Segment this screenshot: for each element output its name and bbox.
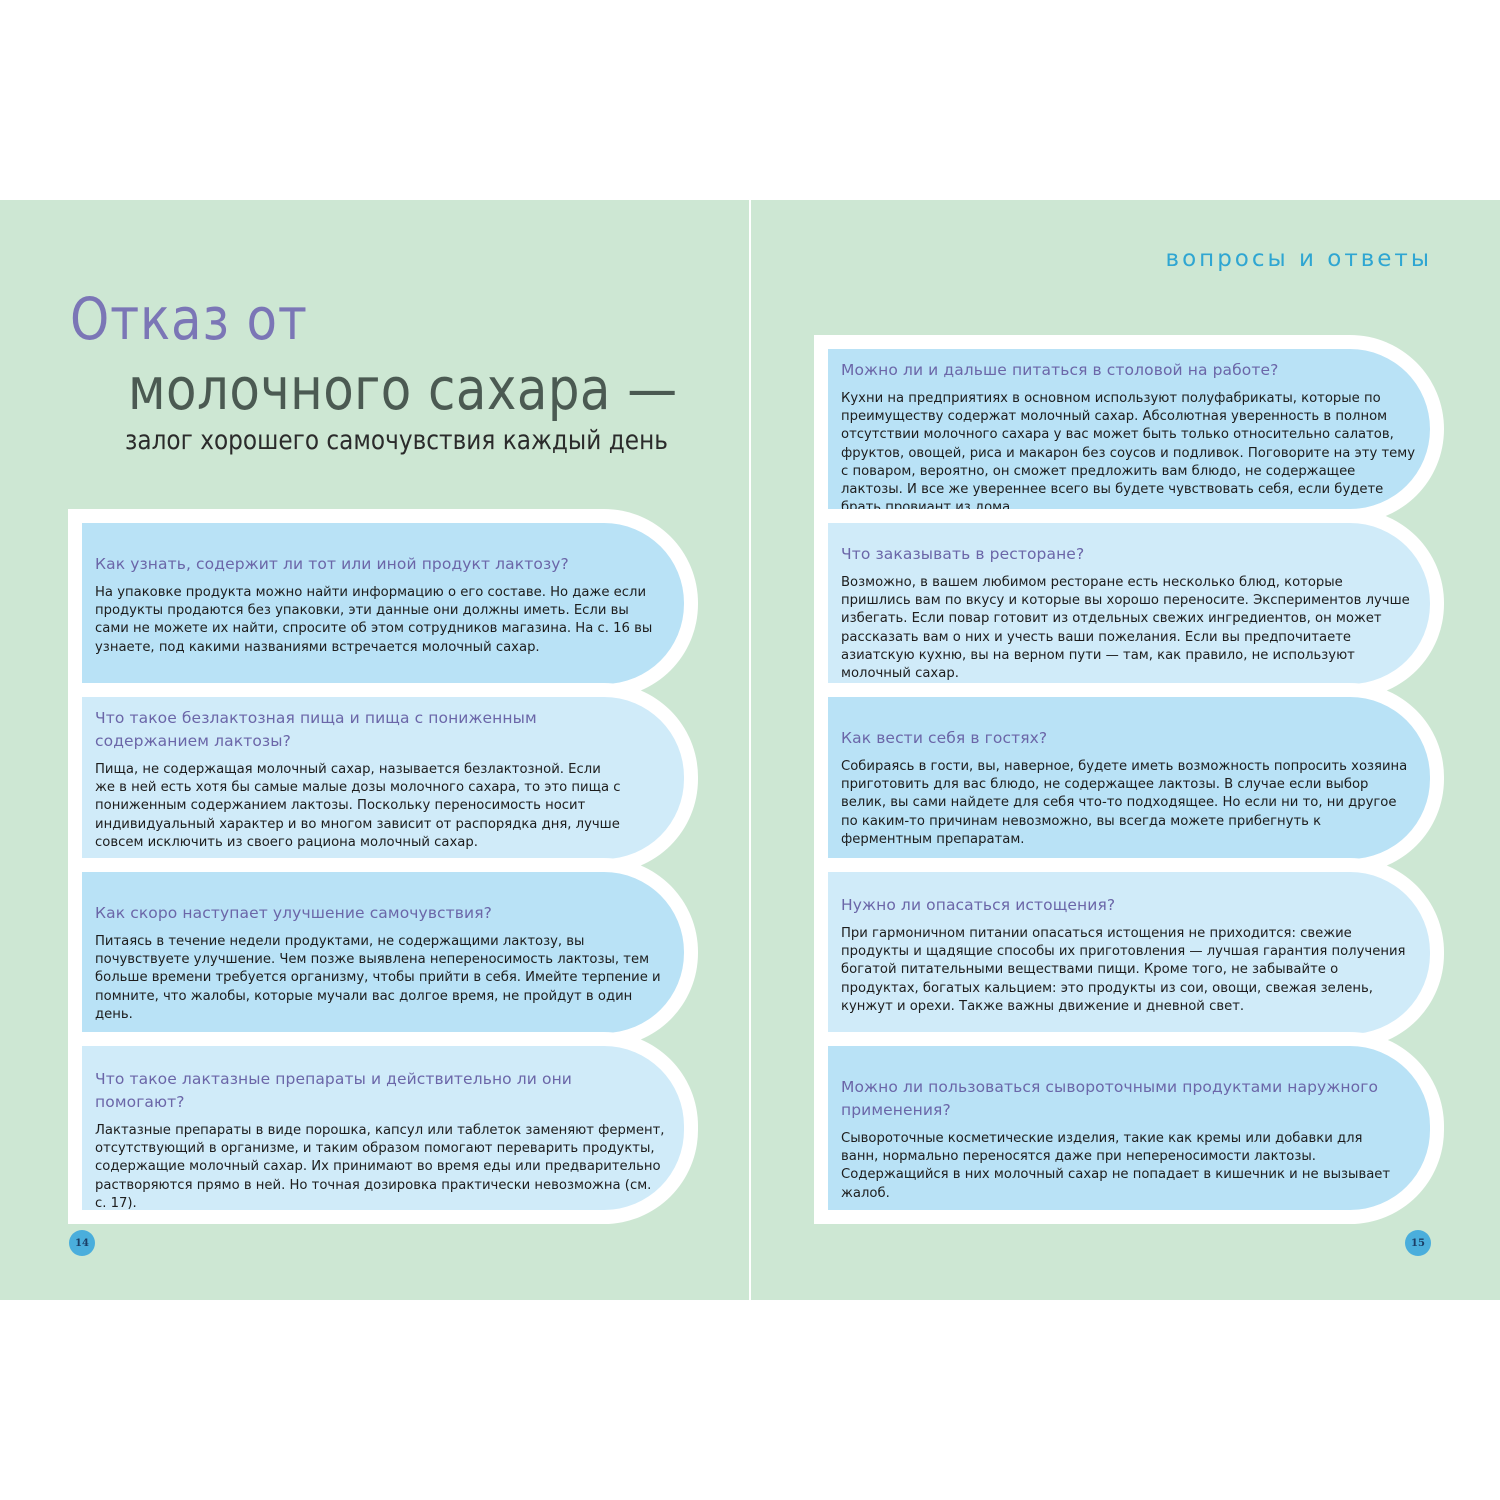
qa-question: Как скоро наступает улучшение самочувствия? xyxy=(95,904,492,922)
qa-answer: Пища, не содержащая молочный сахар, называется безлактозной. Если же в ней есть хотя бы самые малые дозы молочного сахара, то это пища с пониженным содержанием лактозы. Поскольку переносимость носит индивидуальный характер и во многом зависит от распорядка дня, лучше совсем исключить из своего рациона молочный сахар. xyxy=(95,762,621,850)
qa-question: Как узнать, содержит ли тот или иной продукт лактозу? xyxy=(95,555,569,573)
qa-answer: Кухни на предприятиях в основном используют полуфабрикаты, которые по преимуществу содержат молочный сахар. Абсолютная уверенность в полном отсутствии молочного сахара у вас может быть только относительно салатов, фруктов, овощей, риса и макарон без соусов и подливок. Поговорите на эту тему с поваром, вероятно, он сможет предложить вам блюдо, не содержащее лактозы. И все же увереннее всего вы будете чувствовать себя, если будете брать провиант из дома. xyxy=(841,391,1416,516)
qa-question: Нужно ли опасаться истощения? xyxy=(841,896,1116,914)
section-label: вопросы и ответы xyxy=(1165,246,1432,272)
qa-card xyxy=(828,697,1430,859)
subtitle: залог хорошего самочувствия каждый день xyxy=(125,425,668,456)
qa-answer: Возможно, в вашем любимом ресторане есть несколько блюд, которые пришлись вам по вкусу и которые вы хорошо переносите. Экспериментов лучше избегать. Если повар готовит из отдельных свежих ингредиентов, он может рассказать вам о них и учесть ваши пожелания. Если вы предпочитаете азиатскую кухню, вы на верном пути — там, как правило, не используют молочный сахар. xyxy=(841,575,1410,682)
qa-question: Что такое безлактозная пища и пища с пониженным содержанием лактозы? xyxy=(95,709,537,750)
title-line-2: молочного сахара — xyxy=(128,355,678,423)
page-number-right: 15 xyxy=(1405,1230,1431,1256)
qa-card xyxy=(828,349,1430,516)
page-number-left: 14 xyxy=(69,1230,95,1256)
qa-question: Что заказывать в ресторане? xyxy=(841,545,1085,563)
qa-answer: Питаясь в течение недели продуктами, не содержащими лактозу, вы почувствуете улучшение. Чем позже выявлена непереносимость лактозы, тем больше времени требуется организму, чтобы прийти в себя. Имейте терпение и помните, что жалобы, которые мучали вас долгое время, не пройдут в один день. xyxy=(95,934,661,1022)
qa-answer: Сывороточные косметические изделия, такие как кремы или добавки для ванн, нормально переносятся даже при непереносимости лактозы. Содержащийся в них молочный сахар не попадает в кишечник и не вызывает жалоб. xyxy=(841,1131,1391,1201)
qa-question: Что такое лактазные препараты и действительно ли они помогают? xyxy=(95,1070,572,1111)
qa-card xyxy=(828,872,1430,1034)
qa-question: Можно ли пользоваться сывороточными продуктами наружного применения? xyxy=(841,1078,1379,1119)
qa-answer: Лактазные препараты в виде порошка, капсул или таблеток заменяют фермент, отсутствующий в организме, и таким образом помогают переварить продукты, содержащие молочный сахар. Их принимают во время еды или предварительно растворяются прямо в ней. Но точная дозировка практически невозможна (см. с. 17). xyxy=(95,1123,665,1211)
qa-question: Можно ли и дальше питаться в столовой на работе? xyxy=(841,361,1279,379)
title-line-1: Отказ от xyxy=(70,285,308,353)
qa-answer: При гармоничном питании опасаться истощения не приходится: свежие продукты и щадящие способы их приготовления — лучшая гарантия получения богатой питательными веществами пищи. Кроме того, не забывайте о продуктах, богатых кальцием: это продукты из сои, овощи, свежая зелень, кунжут и орехи. Также важны движение и дневной свет. xyxy=(841,926,1406,1014)
qa-card xyxy=(82,872,684,1033)
qa-card xyxy=(82,1046,684,1210)
qa-question: Как вести себя в гостях? xyxy=(841,729,1048,747)
qa-card xyxy=(82,697,684,859)
qa-answer: На упаковке продукта можно найти информацию о его составе. Но даже если продукты продаются без упаковки, эти данные они должны иметь. Если вы сами не можете их найти, спросите об этом сотрудников магазина. На с. 16 вы узнаете, под какими названиями встречается молочный сахар. xyxy=(95,585,653,655)
qa-card xyxy=(82,523,684,684)
qa-card xyxy=(828,1046,1430,1210)
qa-card xyxy=(828,523,1430,684)
qa-answer: Собираясь в гости, вы, наверное, будете иметь возможность попросить хозяина приготовить для вас блюдо, не содержащее лактозы. В случае если выбор велик, вы сами найдете для себя что-то подходящее. Но если ни то, ни другое по каким-то причинам невозможно, вы всегда можете прибегнуть к ферментным препаратам. xyxy=(841,759,1408,847)
